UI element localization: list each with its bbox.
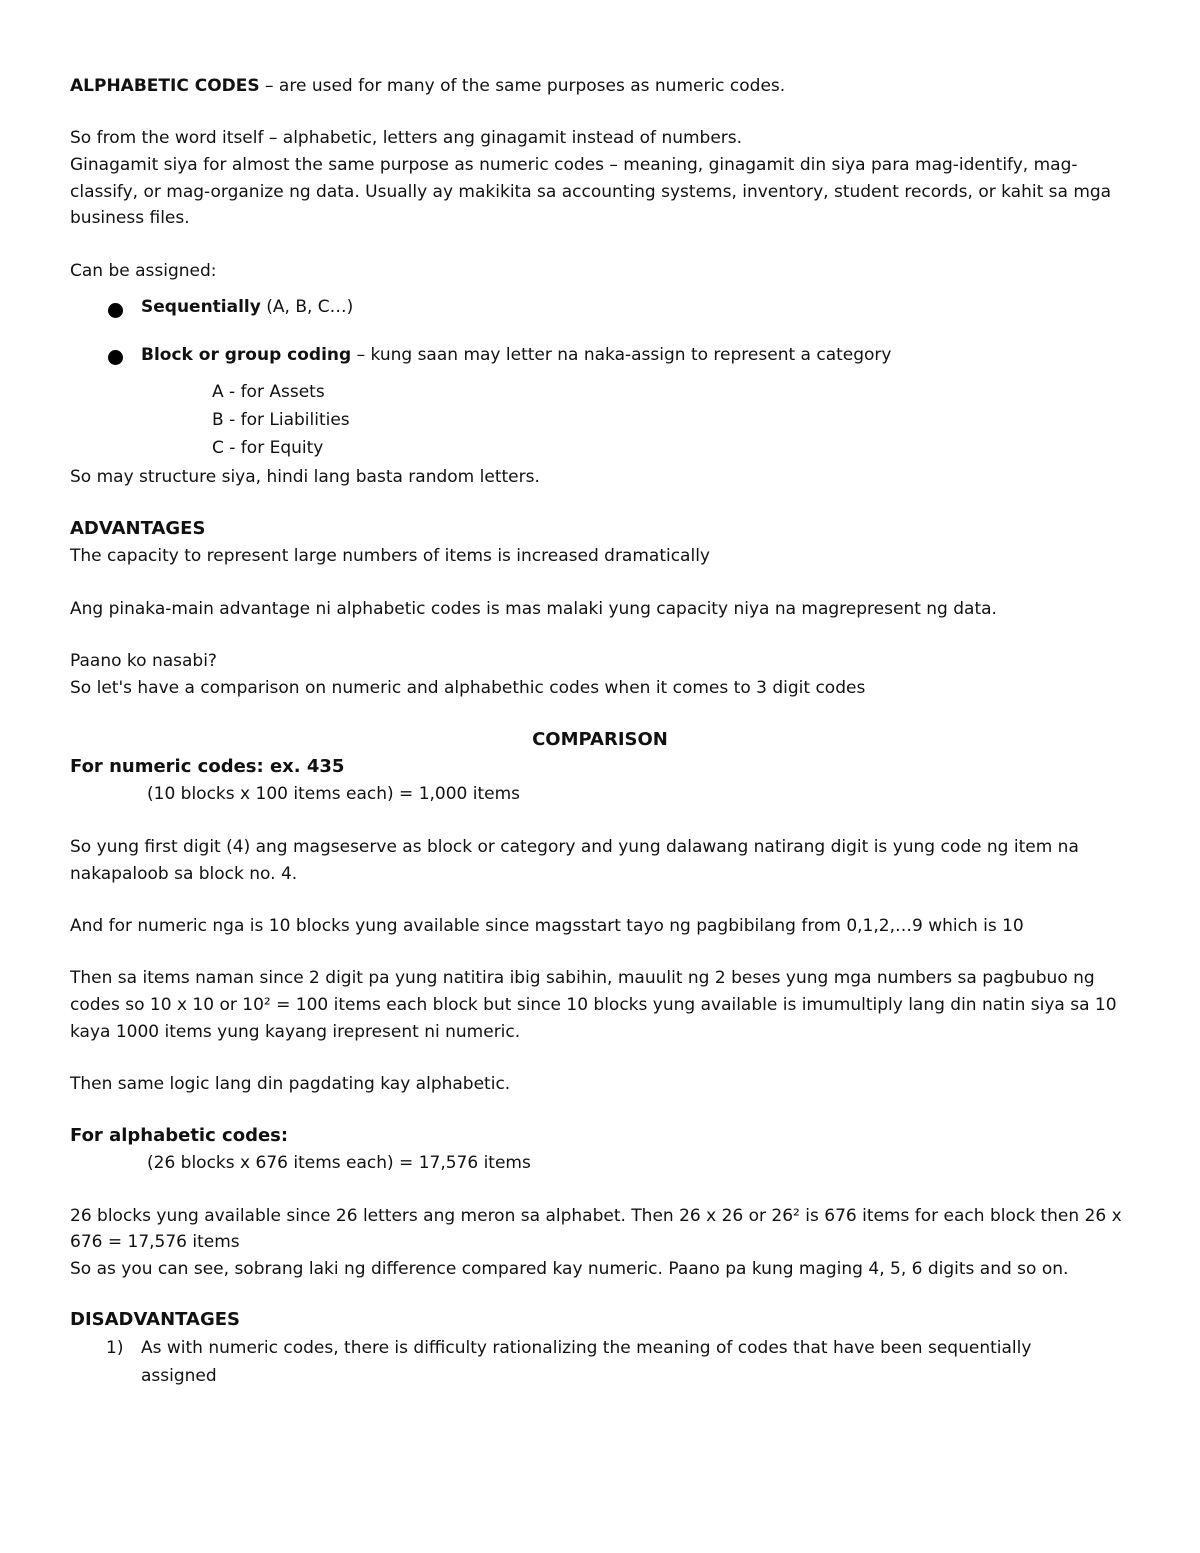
bullet-item-block-coding [141,344,891,366]
paragraph-line: kaya 1000 items yung kayang irepresent ni numeric. [70,1022,521,1042]
assign-label: Can be assigned: [70,261,217,281]
bullet-text: (A, B, C…) [260,297,354,317]
category-example: B - for Liabilities [212,410,350,430]
paragraph-line: So as you can see, sobrang laki ng difference compared kay numeric. Paano pa kung maging 4, 5, 6 digits and so on. [70,1259,1069,1279]
intro-definition: – are used for many of the same purposes as numeric codes. [259,76,786,96]
paragraph-line: 26 blocks yung available since 26 letters ang meron sa alphabet. Then 26 x 26 or 26² is 676 items for each block then 26 x [70,1206,1122,1226]
paragraph-line: business files. [70,208,190,228]
paragraph-line: nakapaloob sa block no. 4. [70,864,298,884]
bullet-icon [108,350,123,365]
paragraph-line: So from the word itself – alphabetic, letters ang ginagamit instead of numbers. [70,128,743,148]
paragraph-line: classify, or mag-organize ng data. Usually ay makikita sa accounting systems, inventory, student records, or kahit sa mga [70,182,1112,202]
bullet-term: Sequentially [141,297,261,317]
list-number: 1) [106,1338,124,1358]
paragraph-line: Then sa items naman since 2 digit pa yung natitira ibig sabihin, mauulit ng 2 beses yung mga numbers sa pagbubuo ng [70,968,1095,988]
bullet-item-sequentially [141,296,353,318]
numeric-heading: For numeric codes: ex. 435 [70,756,345,777]
bullet-icon [108,303,123,318]
category-example: C - for Equity [212,438,324,458]
paragraph-line: Then same logic lang din pagdating kay alphabetic. [70,1074,511,1094]
disadvantages-heading: DISADVANTAGES [70,1309,241,1330]
intro-line [70,75,785,97]
paragraph-line: So yung first digit (4) ang magseserve as block or category and yung dalawang natirang digit is yung code ng item na [70,837,1079,857]
alphabetic-formula: (26 blocks x 676 items each) = 17,576 items [147,1153,531,1173]
paragraph-line: The capacity to represent large numbers of items is increased dramatically [70,546,710,566]
paragraph-line: Ang pinaka-main advantage ni alphabetic codes is mas malaki yung capacity niya na magrepresent ng data. [70,599,997,619]
category-example: A - for Assets [212,382,325,402]
bullet-text: – kung saan may letter na naka-assign to represent a category [351,345,892,365]
section-title: ALPHABETIC CODES [70,76,260,96]
paragraph-line: So let's have a comparison on numeric and alphabethic codes when it comes to 3 digit codes [70,678,866,698]
paragraph-line: codes so 10 x 10 or 10² = 100 items each block but since 10 blocks yung available is imumultiply lang din natin siya sa 10 [70,995,1117,1015]
alphabetic-heading: For alphabetic codes: [70,1125,289,1146]
list-item-text: As with numeric codes, there is difficulty rationalizing the meaning of codes that have been sequentially [141,1338,1032,1358]
paragraph-line: 676 = 17,576 items [70,1232,240,1252]
paragraph-line: Ginagamit siya for almost the same purpose as numeric codes – meaning, ginagamit din siya para mag-identify, mag- [70,155,1078,175]
advantages-heading: ADVANTAGES [70,518,206,539]
paragraph-line: Paano ko nasabi? [70,651,217,671]
paragraph-line: And for numeric nga is 10 blocks yung available since magsstart tayo ng pagbibilang from 0,1,2,…9 which is 10 [70,916,1024,936]
list-item-text: assigned [141,1366,217,1386]
paragraph-line: So may structure siya, hindi lang basta random letters. [70,467,540,487]
bullet-term: Block or group coding [141,345,352,365]
numeric-formula: (10 blocks x 100 items each) = 1,000 items [147,784,521,804]
comparison-heading: COMPARISON [532,729,668,750]
